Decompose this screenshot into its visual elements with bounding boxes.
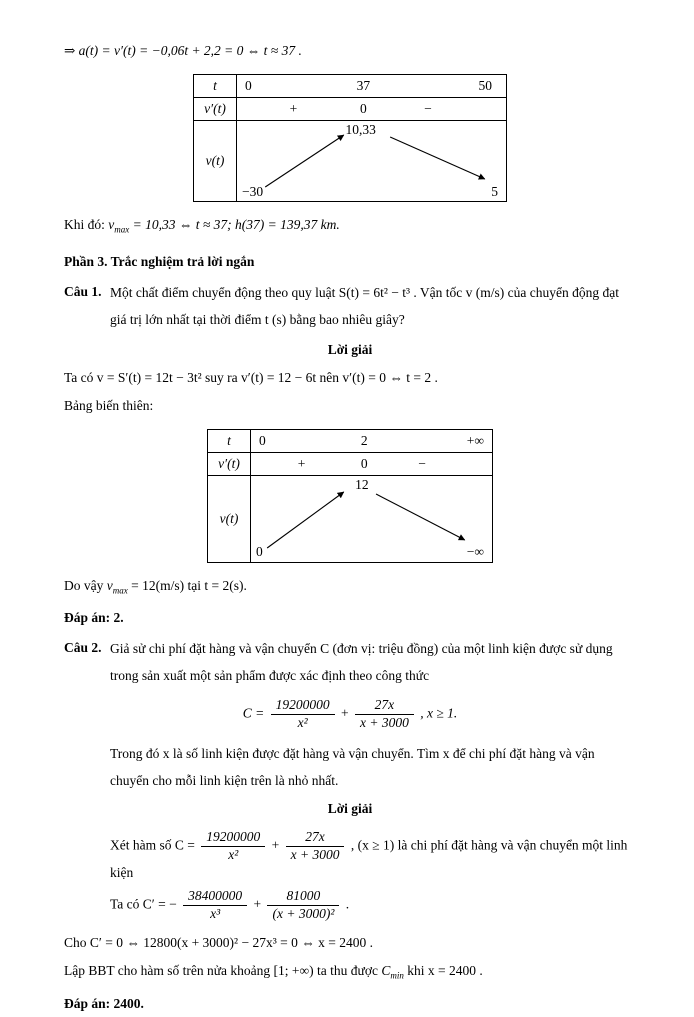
acceleration-equation: ⇒ a(t) = v′(t) = −0,06t + 2,2 = 0 ⇔ t ≈ 37 . (64, 43, 302, 58)
q2-consider-function (110, 829, 636, 881)
text-run: khi x = 2400 . (403, 963, 483, 979)
formula-run: = 10,33 ⇔ t ≈ 37; h(37) = 139,37 km. (129, 217, 340, 232)
cost-equation (64, 697, 636, 732)
v-end-value: 5 (491, 183, 498, 199)
t-values (237, 75, 506, 97)
text-run: Ta có C′ = − (110, 896, 177, 912)
max-subscript: max (112, 585, 128, 596)
numerator: 27x (286, 829, 345, 847)
table-row-v (194, 120, 506, 201)
table-row-v (208, 475, 492, 562)
bbt-label: Bảng biến thiên: (64, 397, 154, 413)
fraction-1 (183, 888, 247, 923)
row-label-v: v(t) (194, 121, 237, 201)
variation-table-2 (207, 429, 493, 563)
sign-zero: 0 (360, 101, 367, 116)
numerator: 19200000 (201, 829, 265, 847)
question-1 (64, 279, 636, 333)
q2-derivative (110, 888, 636, 923)
denominator: x² (228, 847, 239, 862)
numerator: 81000 (267, 888, 339, 906)
decrease-arrow (376, 494, 465, 540)
text-run: . (345, 896, 350, 912)
t-values (251, 430, 492, 452)
table-row-t (194, 75, 506, 97)
row-label-vprime: v′(t) (194, 98, 237, 120)
table-row-vprime (208, 452, 492, 475)
denominator: x² (297, 715, 308, 731)
q2-bbt-line (64, 958, 636, 989)
sign-zero: 0 (360, 455, 368, 471)
v-symbol: $v_{max}$ (106, 577, 128, 596)
numerator: 19200000 (271, 697, 335, 715)
numerator: 27x (355, 697, 414, 715)
question-1-text-line: giá trị lớn nhất tại thời điểm t (s) bằng bao nhiêu giây? (110, 311, 405, 327)
sign-plus: + (297, 455, 306, 471)
t-value: 0 (259, 432, 266, 448)
equation-lhs: C = (242, 705, 265, 721)
text-run: Lập BBT cho hàm số trên nửa khoảng [1; +∞) ta thu được (64, 963, 382, 979)
question-1-text-line: Một chất điểm chuyển động theo quy luật S(t) = 6t² − t³ . Vận tốc v (m/s) của chuyển động đạt (110, 284, 619, 300)
increase-arrow (265, 135, 344, 187)
v-end-value: −∞ (466, 544, 484, 560)
solution-heading: Lời giải (327, 341, 373, 357)
table-row-vprime (194, 97, 506, 120)
row-label-vprime: v′(t) (208, 453, 251, 475)
decrease-arrow (390, 137, 485, 179)
v-symbol: $v_{max}$ (108, 217, 130, 235)
v-max-value: 12 (355, 476, 369, 492)
t-value: 2 (360, 432, 368, 448)
v-start-value: −30 (242, 183, 264, 199)
q2-solve-line: Cho C′ = 0 ⇔ 12800(x + 3000)² − 27x³ = 0 ⇔ x = 2400 . (64, 935, 373, 951)
question-2-text-line: Giả sử chi phí đặt hàng và vận chuyển C (đơn vị: triệu đồng) của một linh kiện được sử dụng (110, 641, 613, 657)
section-heading: Phần 3. Trắc nghiệm trả lời ngắn (64, 253, 255, 269)
v-max-value: 10,33 (345, 122, 376, 137)
text-run: Khi đó: (64, 217, 109, 232)
question-2 (64, 635, 636, 689)
table-row-t (208, 430, 492, 452)
plus-operator: + (340, 705, 349, 721)
question-2-label: Câu 2. (64, 640, 102, 656)
increase-arrow (267, 492, 344, 548)
fraction-2 (286, 829, 345, 864)
text-run: Do vậy (64, 577, 107, 593)
q2-answer: Đáp án: 2400. (64, 995, 144, 1011)
equation-condition: , x ≥ 1. (420, 705, 458, 721)
v-behavior (251, 476, 492, 562)
denominator: x + 3000 (359, 715, 409, 731)
numerator: 38400000 (183, 888, 247, 906)
q2-text-line: chuyển cho mỗi linh kiện trên là nhỏ nhất. (110, 773, 339, 789)
q1-answer: Đáp án: 2. (64, 610, 124, 626)
fraction-1 (271, 697, 335, 732)
denominator: x + 3000 (290, 847, 340, 862)
sign-values (237, 98, 506, 120)
sign-minus: − (418, 455, 426, 471)
c-symbol: $C_{min}$ (381, 963, 404, 981)
question-2-text-line: trong sản xuất một sản phẩm được xác định theo công thức (110, 668, 430, 684)
t-value: +∞ (466, 432, 484, 448)
max-subscript: max (114, 224, 130, 235)
fraction-2 (355, 697, 414, 732)
solution-heading: Lời giải (327, 801, 373, 817)
vmax-statement (64, 212, 636, 243)
denominator: (x + 3000)² (272, 906, 335, 922)
q1-conclusion (64, 573, 636, 604)
question-1-label: Câu 1. (64, 283, 102, 299)
monotonicity-arrows (251, 476, 492, 562)
plus-operator: + (271, 837, 280, 853)
plus-operator: + (253, 896, 262, 912)
denominator: x³ (210, 906, 221, 922)
row-label-t: t (208, 430, 251, 452)
min-subscript: min (390, 970, 404, 981)
sign-minus: − (424, 101, 432, 116)
t-value: 0 (245, 78, 252, 93)
row-label-v: v(t) (208, 476, 251, 562)
text-run: , (x ≥ 1) là chi phí đặt hàng và vận chuyển một linh kiện (110, 837, 628, 880)
v-behavior (237, 121, 506, 201)
q2-explanation (110, 740, 636, 794)
fraction-1 (201, 829, 265, 864)
row-label-t: t (194, 75, 237, 97)
q1-solution-line: Ta có v = S′(t) = 12t − 3t² suy ra v′(t) = 12 − 6t nên v′(t) = 0 ⇔ t = 2 . (64, 369, 438, 385)
sign-values (251, 453, 492, 475)
sign-plus: + (289, 101, 298, 116)
fraction-2 (267, 888, 339, 923)
t-value: 50 (478, 78, 492, 93)
variation-table-1 (193, 74, 507, 202)
text-run: Xét hàm số C = (110, 837, 195, 853)
text-run: = 12(m/s) tại t = 2(s). (127, 577, 247, 593)
v-start-value: 0 (256, 544, 263, 560)
t-value: 37 (356, 78, 371, 93)
q2-text-line: Trong đó x là số linh kiện được đặt hàng và vận chuyển. Tìm x để chi phí đặt hàng và vận (110, 746, 595, 762)
